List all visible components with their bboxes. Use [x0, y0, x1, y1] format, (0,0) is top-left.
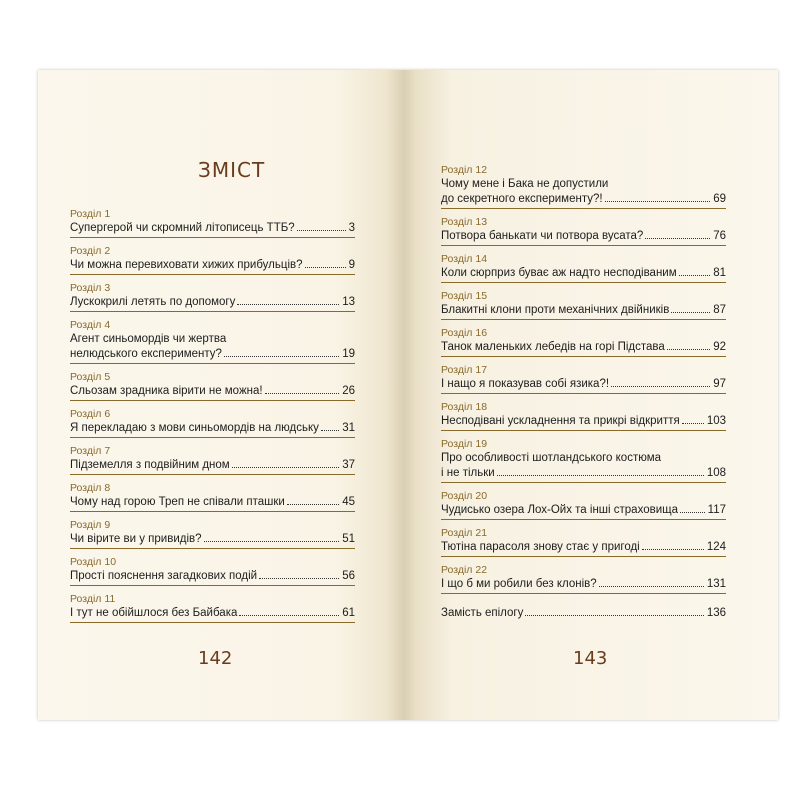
toc-entry	[441, 438, 726, 483]
left-page	[38, 70, 408, 720]
chapter-label: Розділ 1	[70, 208, 111, 220]
toc-entry	[70, 445, 355, 475]
chapter-label: Розділ 2	[70, 245, 111, 257]
entry-page-number: 76	[713, 230, 726, 242]
dot-leader	[680, 512, 705, 513]
chapter-label: Розділ 6	[70, 408, 111, 420]
entry-line	[70, 458, 355, 473]
entry-title: Прості пояснення загадкових подій	[70, 570, 258, 582]
entry-underline	[441, 245, 726, 246]
entry-title-line: Агент синьомордів чи жертва	[70, 333, 227, 345]
dot-leader	[224, 356, 339, 357]
entry-page-number: 131	[706, 578, 726, 590]
entry-line	[441, 229, 726, 244]
toc-entry	[441, 216, 726, 246]
toc-entry	[441, 290, 726, 320]
entry-underline	[70, 274, 355, 275]
dot-leader	[525, 615, 703, 616]
entry-underline	[441, 319, 726, 320]
dot-leader	[265, 393, 340, 394]
toc-entry	[70, 593, 355, 623]
right-page	[408, 70, 778, 720]
chapter-label: Розділ 7	[70, 445, 111, 457]
entry-title: Несподівані ускладнення та прикрі відкриття	[441, 415, 680, 427]
entry-page-number: 19	[342, 348, 355, 360]
dot-leader	[204, 541, 340, 542]
toc-entry	[70, 282, 355, 312]
entry-line	[441, 266, 726, 281]
entry-title: Сльозам зрадника вірити не можна!	[70, 385, 263, 397]
toc-entry	[441, 564, 726, 594]
entry-title: Танок маленьких лебедів на горі Підстава	[441, 341, 665, 353]
entry-line	[70, 347, 355, 362]
chapter-label: Розділ 5	[70, 371, 111, 383]
page-number-right: 143	[573, 648, 608, 669]
entry-title: до секретного експерименту?!	[441, 193, 603, 205]
entry-underline	[441, 519, 726, 520]
entry-title: Блакитні клони проти механічних двійників	[441, 304, 670, 316]
toc-entry	[70, 408, 355, 438]
entry-line	[441, 192, 726, 207]
entry-title-line: Про особливості шотландського костюма	[441, 452, 662, 464]
chapter-label: Розділ 17	[441, 364, 488, 376]
chapter-label: Розділ 15	[441, 290, 488, 302]
toc-entry	[70, 319, 355, 364]
dot-leader	[237, 304, 339, 305]
entry-title: І тут не обійшлося без Байбака	[70, 607, 238, 619]
entry-page-number: 45	[342, 496, 355, 508]
entry-underline	[70, 237, 355, 238]
entry-page-number: 117	[707, 504, 726, 516]
entry-underline	[70, 585, 355, 586]
entry-underline	[441, 208, 726, 209]
entry-line	[70, 606, 355, 621]
dot-leader	[232, 467, 339, 468]
entry-line	[441, 340, 726, 355]
chapter-label: Розділ 20	[441, 490, 488, 502]
toc-entry-epilogue	[441, 606, 726, 621]
entry-page-number: 37	[342, 459, 355, 471]
entry-page-number: 124	[706, 541, 726, 553]
entry-underline	[70, 474, 355, 475]
chapter-label: Розділ 13	[441, 216, 488, 228]
dot-leader	[287, 504, 339, 505]
entry-line	[70, 384, 355, 399]
entry-title: Лускокрилі летять по допомогу	[70, 296, 236, 308]
dot-leader	[297, 230, 346, 231]
entry-line	[441, 466, 726, 481]
dot-leader	[671, 312, 710, 313]
dot-leader	[599, 586, 704, 587]
entry-page-number: 87	[713, 304, 726, 316]
entry-page-number: 92	[713, 341, 726, 353]
dot-leader	[611, 386, 710, 387]
entry-line	[441, 414, 726, 429]
entry-title: нелюдського експерименту?	[70, 348, 222, 360]
entry-line	[441, 606, 726, 621]
toc-entry	[70, 245, 355, 275]
entry-title: І нащо я показував собі язика?!	[441, 378, 610, 390]
entry-page-number: 13	[342, 296, 355, 308]
entry-page-number: 56	[342, 570, 355, 582]
dot-leader	[259, 578, 339, 579]
entry-page-number: 51	[342, 533, 355, 545]
entry-underline	[441, 356, 726, 357]
entry-line	[70, 295, 355, 310]
entry-page-number: 9	[348, 259, 355, 271]
entry-underline	[441, 393, 726, 394]
entry-title-line: Чому мене і Бака не допустили	[441, 178, 609, 190]
toc-list-right	[441, 164, 726, 628]
toc-entry	[70, 208, 355, 238]
chapter-label: Розділ 4	[70, 319, 111, 331]
page-title: ЗМІСТ	[198, 158, 266, 182]
dot-leader	[642, 549, 704, 550]
chapter-label: Розділ 11	[70, 593, 116, 605]
toc-entry	[441, 527, 726, 557]
dot-leader	[239, 615, 339, 616]
entry-title: і не тільки	[441, 467, 495, 479]
chapter-label: Розділ 12	[441, 164, 488, 176]
chapter-label: Розділ 3	[70, 282, 111, 294]
chapter-label: Розділ 18	[441, 401, 488, 413]
dot-leader	[605, 201, 711, 202]
entry-page-number: 69	[713, 193, 726, 205]
entry-title: Чому над горою Треп не співали пташки	[70, 496, 285, 508]
entry-line	[70, 532, 355, 547]
entry-page-number: 97	[713, 378, 726, 390]
dot-leader	[682, 423, 704, 424]
entry-title: Підземелля з подвійним дном	[70, 459, 230, 471]
entry-underline	[70, 437, 355, 438]
toc-entry	[441, 364, 726, 394]
entry-line	[441, 540, 726, 555]
entry-underline	[70, 548, 355, 549]
chapter-label: Розділ 16	[441, 327, 488, 339]
dot-leader	[497, 475, 704, 476]
toc-entry	[70, 482, 355, 512]
chapter-label: Розділ 8	[70, 482, 111, 494]
toc-list-left	[70, 208, 355, 630]
entry-page-number: 136	[706, 607, 726, 619]
toc-entry	[441, 401, 726, 431]
toc-entry	[441, 253, 726, 283]
entry-underline	[70, 400, 355, 401]
chapter-label: Розділ 19	[441, 438, 488, 450]
toc-entry	[70, 556, 355, 586]
entry-title: Тютіна парасоля знову стає у пригоді	[441, 541, 640, 553]
entry-line	[70, 569, 355, 584]
page-number-left: 142	[198, 648, 233, 669]
entry-title: Я перекладаю з мови синьомордів на людську	[70, 422, 319, 434]
entry-underline	[70, 511, 355, 512]
entry-line	[441, 577, 726, 592]
entry-title: Супергерой чи скромний літописець ТТБ?	[70, 222, 295, 234]
dot-leader	[667, 349, 710, 350]
entry-underline	[70, 311, 355, 312]
entry-page-number: 81	[713, 267, 726, 279]
entry-title: Замість епілогу	[441, 607, 524, 619]
dot-leader	[305, 267, 346, 268]
entry-title: Чудисько озера Лох-Ойх та інші страховища	[441, 504, 678, 516]
entry-underline	[441, 430, 726, 431]
entry-line	[441, 377, 726, 392]
book-spread	[38, 70, 778, 720]
chapter-label: Розділ 22	[441, 564, 488, 576]
entry-underline	[70, 363, 355, 364]
entry-underline	[441, 282, 726, 283]
dot-leader	[645, 238, 710, 239]
entry-line	[441, 503, 726, 518]
entry-title: Чи можна перевиховати хижих прибульців?	[70, 259, 303, 271]
entry-line	[70, 258, 355, 273]
entry-page-number: 61	[342, 607, 355, 619]
entry-line	[70, 495, 355, 510]
dot-leader	[321, 430, 339, 431]
toc-entry	[70, 371, 355, 401]
entry-line	[70, 221, 355, 236]
entry-page-number: 31	[342, 422, 355, 434]
entry-page-number: 26	[342, 385, 355, 397]
entry-underline	[441, 556, 726, 557]
chapter-label: Розділ 10	[70, 556, 117, 568]
toc-entry	[441, 164, 726, 209]
toc-entry	[441, 490, 726, 520]
entry-underline	[441, 593, 726, 594]
entry-underline	[441, 482, 726, 483]
entry-page-number: 108	[706, 467, 726, 479]
toc-entry	[70, 519, 355, 549]
entry-underline	[70, 622, 355, 623]
entry-page-number: 103	[706, 415, 726, 427]
entry-title: І що б ми робили без клонів?	[441, 578, 597, 590]
entry-line	[70, 421, 355, 436]
dot-leader	[679, 275, 711, 276]
entry-page-number: 3	[348, 222, 355, 234]
chapter-label: Розділ 21	[441, 527, 488, 539]
chapter-label: Розділ 14	[441, 253, 488, 265]
entry-line	[441, 303, 726, 318]
toc-entry	[441, 327, 726, 357]
entry-title: Коли сюрприз буває аж надто несподіваним	[441, 267, 677, 279]
entry-title: Чи вірите ви у привидів?	[70, 533, 202, 545]
chapter-label: Розділ 9	[70, 519, 111, 531]
entry-title: Потвора банькати чи потвора вусата?	[441, 230, 644, 242]
